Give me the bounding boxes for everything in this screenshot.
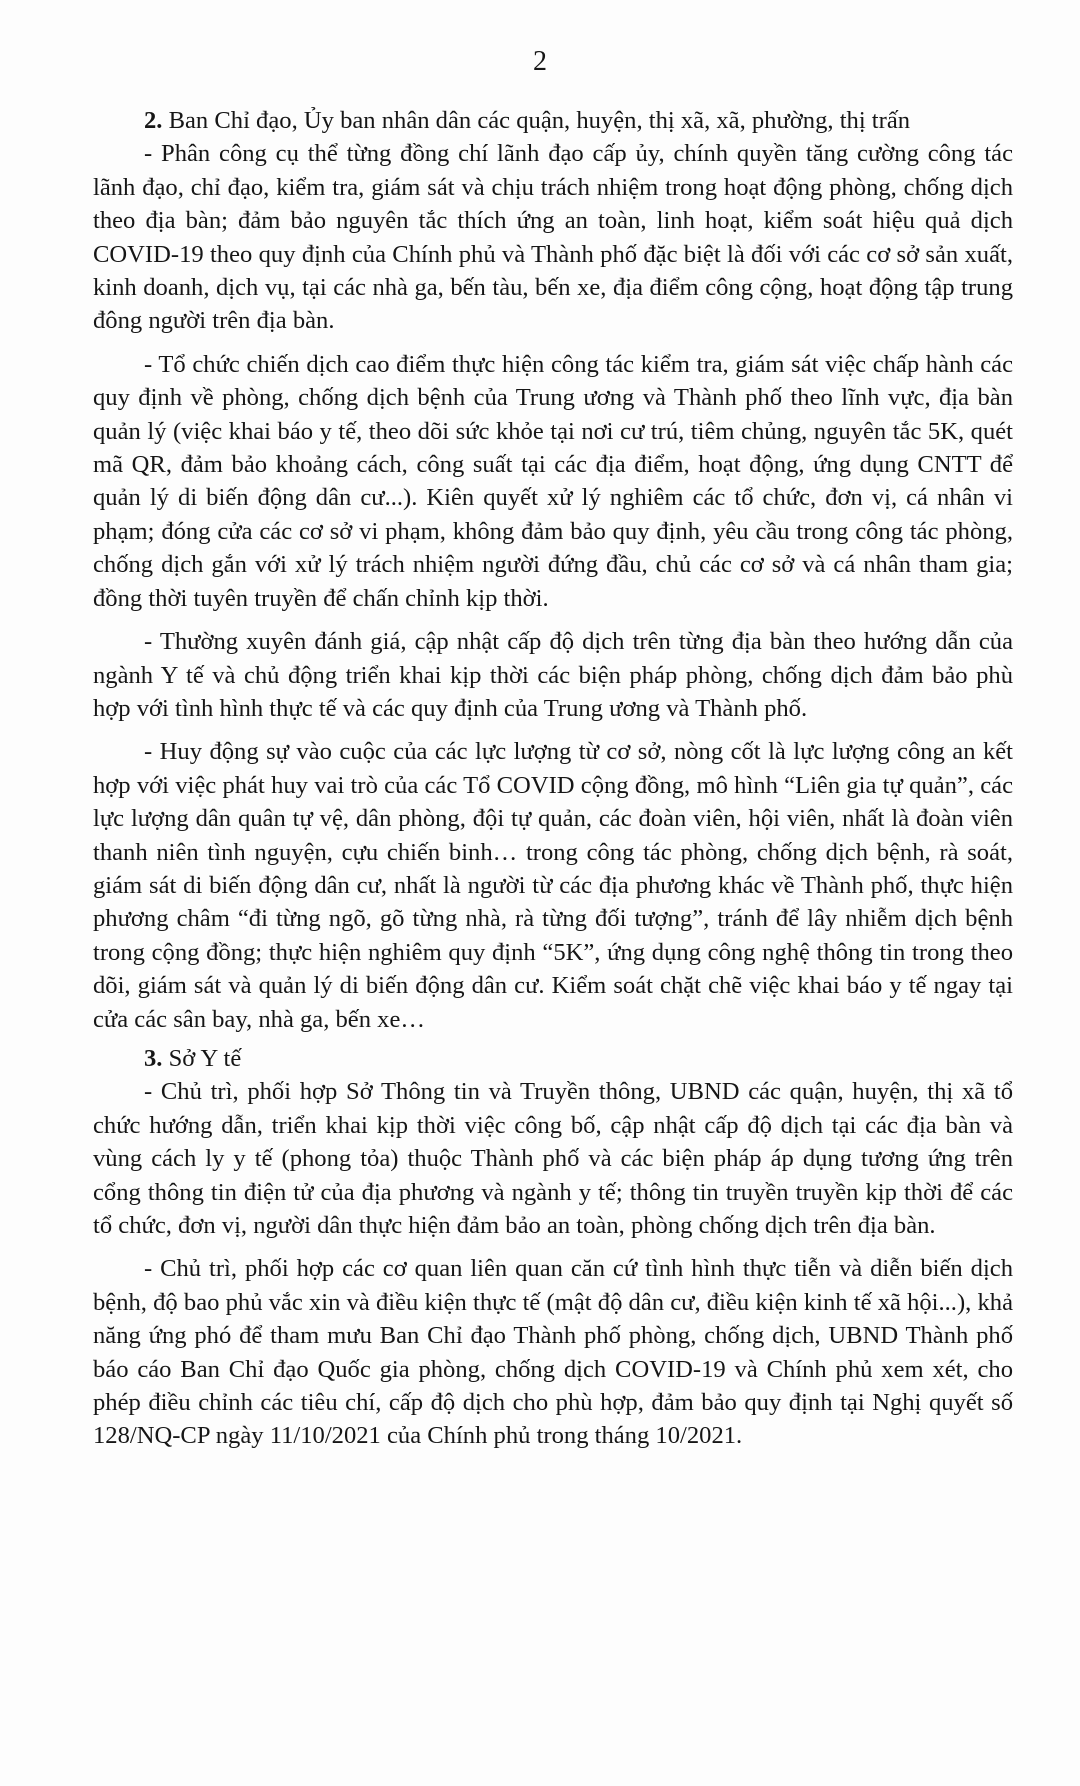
paragraph: - Chủ trì, phối hợp các cơ quan liên quan căn cứ tình hình thực tiễn và diễn biến dịch bệnh, độ bao phủ vắc xin và điều kiện thực tế (mật độ dân cư, điều kiện kinh tế xã hội...), khả năng ứng phó để tham mưu Ban Chỉ đạo Thành phố phòng, chống dịch, UBND Thành phố báo cáo Ban Chỉ đạo Quốc gia phòng, chống dịch COVID-19 và Chính phủ xem xét, cho phép điều chỉnh các tiêu chí, cấp độ dịch cho phù hợp, đảm bảo quy định tại Nghị quyết số 128/NQ-CP ngày 11/10/2021 của Chính phủ trong tháng 10/2021. xyxy=(93,1255,1013,1450)
page-number: 2 xyxy=(533,46,547,77)
section-number: 3. xyxy=(144,1044,163,1072)
paragraph: - Huy động sự vào cuộc của các lực lượng từ cơ sở, nòng cốt là lực lượng công an kết hợp với việc phát huy vai trò của các Tổ COVID cộng đồng, mô hình “Liên gia tự quản”, các lực lượng dân quân tự vệ, dân phòng, đội tự quản, các đoàn viên, hội viên, nhất là đoàn viên thanh niên tình nguyện, cựu chiến binh… trong công tác phòng, chống dịch bệnh, rà soát, giám sát di biến động dân cư, nhất là người từ các địa phương khác về Thành phố, thực hiện phương châm “đi từng ngõ, gõ từng nhà, rà từng đối tượng”, tránh để lây nhiễm dịch bệnh trong cộng đồng; thực hiện nghiêm quy định “5K”, ứng dụng công nghệ thông tin trong theo dõi, giám sát và quản lý di biến động dân cư. Kiểm soát chặt chẽ việc khai báo y tế ngay tại cửa các sân bay, nhà ga, bến xe… xyxy=(93,738,1013,1033)
section-heading xyxy=(93,104,1013,137)
paragraph: - Chủ trì, phối hợp Sở Thông tin và Truyền thông, UBND các quận, huyện, thị xã tổ chức hướng dẫn, triển khai kịp thời việc công bố, cập nhật cấp độ dịch tại các địa bàn và vùng cách ly y tế (phong tỏa) thuộc Thành phố và các biện pháp áp dụng tương ứng trên cổng thông tin điện tử của địa phương và ngành y tế; thông tin truyền truyền kịp thời để các tổ chức, đơn vị, người dân thực hiện đảm bảo an toàn, phòng chống dịch trên địa bàn. xyxy=(93,1078,1013,1239)
paragraph: - Thường xuyên đánh giá, cập nhật cấp độ dịch trên từng địa bàn theo hướng dẫn của ngành Y tế và chủ động triển khai kịp thời các biện pháp phòng, chống dịch đảm bảo phù hợp với tình hình thực tế và các quy định của Trung ương và Thành phố. xyxy=(93,628,1013,722)
section-title: Sở Y tế xyxy=(168,1044,242,1072)
document-body xyxy=(93,104,1013,1453)
paragraph: - Phân công cụ thể từng đồng chí lãnh đạo cấp ủy, chính quyền tăng cường công tác lãnh đạo, chỉ đạo, kiểm tra, giám sát và chịu trách nhiệm trong hoạt động phòng, chống dịch theo địa bàn; đảm bảo nguyên tắc thích ứng an toàn, linh hoạt, kiểm soát hiệu quả dịch COVID-19 theo quy định của Chính phủ và Thành phố đặc biệt là đối với các cơ sở sản xuất, kinh doanh, dịch vụ, tại các nhà ga, bến tàu, bến xe, địa điểm công cộng, hoạt động tập trung đông người trên địa bàn. xyxy=(93,140,1013,335)
section-heading xyxy=(93,1042,1013,1075)
paragraph: - Tổ chức chiến dịch cao điểm thực hiện công tác kiểm tra, giám sát việc chấp hành các quy định về phòng, chống dịch bệnh của Trung ương và Thành phố theo lĩnh vực, địa bàn quản lý (việc khai báo y tế, theo dõi sức khỏe tại nơi cư trú, tiêm chủng, nguyên tắc 5K, quét mã QR, đảm bảo khoảng cách, công suất tại các địa điểm, hoạt động, ứng dụng CNTT để quản lý di biến động dân cư...). Kiên quyết xử lý nghiêm các tổ chức, đơn vị, cá nhân vi phạm; đóng cửa các cơ sở vi phạm, không đảm bảo quy định, yêu cầu trong công tác phòng, chống dịch gắn với xử lý trách nhiệm người đứng đầu, chủ các cơ sở và cá nhân tham gia; đồng thời tuyên truyền để chấn chỉnh kịp thời. xyxy=(93,350,1013,612)
section-title: Ban Chỉ đạo, Ủy ban nhân dân các quận, huyện, thị xã, xã, phường, thị trấn xyxy=(168,107,911,134)
section-number: 2. xyxy=(144,107,163,134)
